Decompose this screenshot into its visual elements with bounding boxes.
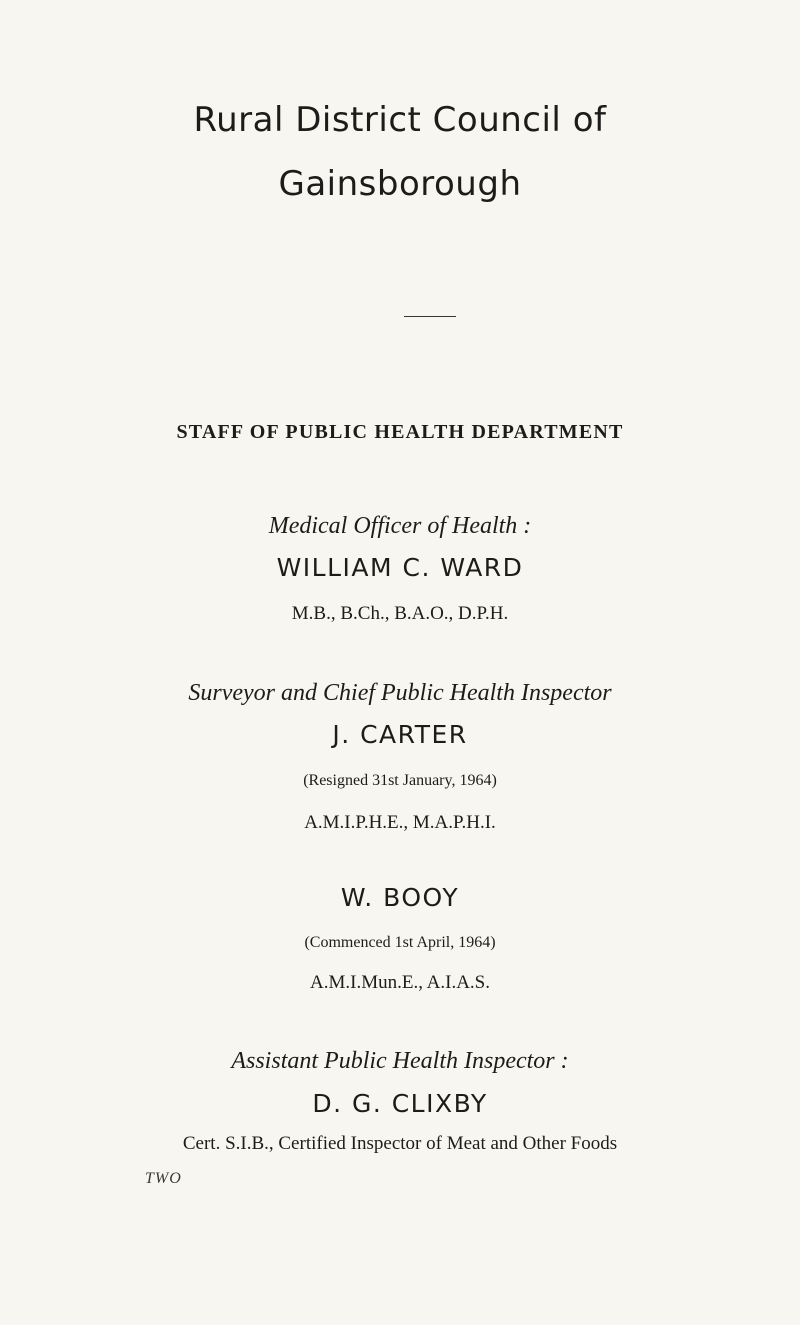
page-label: TWO bbox=[145, 1170, 182, 1187]
surveyor-booy-qualifications: A.M.I.Mun.E., A.I.A.S. bbox=[310, 972, 490, 993]
medical-officer-role: Medical Officer of Health : bbox=[268, 513, 532, 539]
surveyor-carter-name: J. CARTER bbox=[332, 720, 468, 749]
surveyor-role: Surveyor and Chief Public Health Inspector bbox=[188, 680, 612, 706]
medical-officer-qualifications: M.B., B.Ch., B.A.O., D.P.H. bbox=[291, 603, 509, 624]
assistant-inspector-qualifications: Cert. S.I.B., Certified Inspector of Meat and Other Foods bbox=[182, 1133, 618, 1154]
surveyor-carter-qualifications: A.M.I.P.H.E., M.A.P.H.I. bbox=[304, 812, 496, 833]
medical-officer-name: WILLIAM C. WARD bbox=[276, 553, 524, 582]
assistant-inspector-name: D. G. CLIXBY bbox=[312, 1089, 488, 1118]
council-title-line1: Rural District Council of bbox=[193, 100, 607, 140]
section-heading: STAFF OF PUBLIC HEALTH DEPARTMENT bbox=[176, 421, 624, 443]
divider-rule bbox=[404, 316, 456, 317]
surveyor-booy-note: (Commenced 1st April, 1964) bbox=[304, 934, 496, 951]
assistant-inspector-role: Assistant Public Health Inspector : bbox=[231, 1048, 569, 1074]
surveyor-carter-note: (Resigned 31st January, 1964) bbox=[303, 772, 497, 789]
surveyor-booy-name: W. BOOY bbox=[340, 883, 460, 912]
council-title-line2: Gainsborough bbox=[278, 164, 522, 204]
